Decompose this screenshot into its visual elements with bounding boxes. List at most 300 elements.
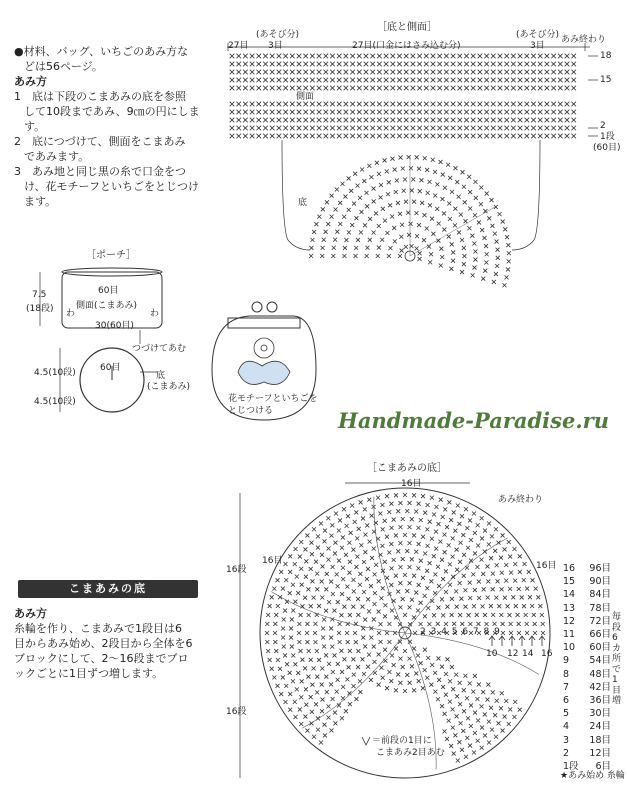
stitch-mark bbox=[403, 177, 407, 181]
stitch-mark bbox=[383, 158, 387, 162]
stitch-mark bbox=[348, 702, 352, 706]
stitch-mark bbox=[350, 102, 355, 107]
stitch-mark bbox=[370, 62, 375, 67]
stitch-mark bbox=[391, 126, 396, 131]
stitch-mark bbox=[431, 134, 436, 139]
stitch-mark bbox=[282, 644, 286, 648]
bottom-text-4: ックごとに1目ずつ増します。 bbox=[14, 667, 164, 680]
stitch-mark bbox=[378, 512, 382, 516]
stitch-mark bbox=[501, 533, 505, 537]
stitch-mark bbox=[565, 134, 570, 139]
stitch-mark bbox=[347, 665, 351, 669]
stitch-mark bbox=[483, 733, 487, 737]
stitch-mark bbox=[444, 62, 449, 67]
stitch-mark bbox=[344, 126, 349, 131]
stitch-mark bbox=[501, 220, 505, 224]
stitch-mark bbox=[403, 493, 407, 497]
stitch-mark bbox=[507, 722, 511, 726]
stitch-mark bbox=[270, 110, 275, 115]
stitch-mark bbox=[236, 62, 241, 67]
stitch-mark bbox=[230, 70, 235, 75]
stitch-mark bbox=[485, 622, 489, 626]
stitch-mark bbox=[327, 600, 331, 604]
stitch-mark bbox=[361, 636, 365, 640]
stitch-mark bbox=[305, 640, 309, 644]
stitch-mark bbox=[398, 657, 402, 661]
stitch-mark bbox=[309, 604, 313, 608]
stitch-mark bbox=[446, 657, 450, 661]
stitch-mark bbox=[531, 54, 536, 59]
stitch-mark bbox=[551, 110, 556, 115]
stitch-mark bbox=[452, 752, 456, 756]
stitch-mark bbox=[460, 270, 464, 274]
stitch-mark bbox=[326, 558, 330, 562]
stitch-mark bbox=[447, 543, 451, 547]
stitch-mark bbox=[243, 86, 248, 91]
stitch-mark bbox=[263, 86, 268, 91]
stitch-mark bbox=[455, 568, 459, 572]
stitch-mark bbox=[451, 118, 456, 123]
stitch-mark bbox=[346, 640, 350, 644]
stitch-mark bbox=[368, 217, 372, 221]
stitch-mark bbox=[325, 572, 329, 576]
stitch-mark bbox=[400, 223, 404, 227]
stitch-mark bbox=[305, 729, 309, 733]
stitch-mark bbox=[283, 134, 288, 139]
stitch-mark bbox=[408, 501, 412, 505]
stitch-mark bbox=[364, 54, 369, 59]
stitch-mark bbox=[363, 507, 367, 511]
stitch-mark bbox=[331, 670, 335, 674]
stitch-mark bbox=[397, 54, 402, 59]
stitch-mark bbox=[464, 78, 469, 83]
stitch-mark bbox=[410, 664, 414, 668]
stitch-mark bbox=[354, 216, 358, 220]
stitch-mark bbox=[565, 126, 570, 131]
stitch-mark bbox=[350, 110, 355, 115]
stitch-mark bbox=[377, 224, 381, 228]
stitch-mark bbox=[417, 62, 422, 67]
stitch-mark bbox=[364, 86, 369, 91]
stitch-mark bbox=[320, 553, 324, 557]
stitch-mark bbox=[545, 126, 550, 131]
stitch-mark bbox=[330, 134, 335, 139]
stitch-mark bbox=[410, 557, 414, 561]
stitch-mark bbox=[336, 600, 340, 604]
stitch-mark bbox=[501, 729, 505, 733]
stitch-mark bbox=[487, 522, 491, 526]
round-end-label: あみ終わり bbox=[498, 495, 544, 505]
stitch-mark bbox=[441, 515, 445, 519]
stitch-mark bbox=[531, 102, 536, 107]
stitch-mark bbox=[415, 247, 419, 251]
stitch-mark bbox=[443, 507, 447, 511]
stitch-mark bbox=[468, 681, 472, 685]
row-1: 1段 bbox=[600, 132, 615, 142]
stitch-mark bbox=[479, 185, 483, 189]
stitch-mark bbox=[501, 622, 505, 626]
stitch-mark bbox=[571, 86, 576, 91]
stitch-mark bbox=[525, 126, 530, 131]
stitch-mark bbox=[291, 679, 295, 683]
stitch-mark bbox=[243, 134, 248, 139]
stitch-mark bbox=[310, 126, 315, 131]
stitch-mark bbox=[277, 86, 282, 91]
stitch-mark bbox=[339, 613, 343, 617]
stitch-mark bbox=[459, 597, 463, 601]
stitch-mark bbox=[399, 156, 403, 160]
stitch-mark bbox=[431, 126, 436, 131]
stitch-mark bbox=[545, 134, 550, 139]
stitch-mark bbox=[392, 226, 396, 230]
stitch-mark bbox=[317, 215, 321, 219]
stitch-mark bbox=[320, 666, 324, 670]
stitch-mark bbox=[394, 574, 398, 578]
stitch-mark bbox=[408, 605, 412, 609]
stitch-mark bbox=[503, 596, 507, 600]
stitch-mark bbox=[451, 555, 455, 559]
stitch-mark bbox=[405, 549, 409, 553]
stitch-mark bbox=[503, 715, 507, 719]
side-note: 毎段6カ所で1目増 bbox=[612, 612, 622, 706]
stitch-mark bbox=[508, 555, 512, 559]
stitch-mark bbox=[444, 70, 449, 75]
stitch-mark bbox=[509, 622, 513, 626]
stitch-mark bbox=[419, 178, 423, 182]
stitch-mark bbox=[403, 649, 407, 653]
stitch-mark bbox=[417, 167, 421, 171]
stitch-mark bbox=[243, 118, 248, 123]
stitch-mark bbox=[293, 600, 297, 604]
stitch-mark bbox=[263, 134, 268, 139]
row-count-item bbox=[563, 588, 611, 601]
stitch-mark bbox=[455, 548, 459, 552]
stitch-mark bbox=[471, 54, 476, 59]
stitch-mark bbox=[424, 78, 429, 83]
row-number: 8 bbox=[563, 668, 570, 680]
stitch-mark bbox=[424, 62, 429, 67]
stitch-mark bbox=[458, 126, 463, 131]
stitch-mark bbox=[545, 62, 550, 67]
stitch-mark bbox=[493, 232, 497, 236]
stitch-mark bbox=[243, 110, 248, 115]
stitch-mark bbox=[518, 70, 523, 75]
stitch-mark bbox=[338, 622, 342, 626]
stitch-mark bbox=[330, 523, 334, 527]
row-number: 10 bbox=[563, 642, 576, 654]
stitch-mark bbox=[517, 622, 521, 626]
stitch-mark bbox=[473, 588, 477, 592]
legend-line1: ＝前段の1目に bbox=[372, 736, 432, 746]
stitch-mark bbox=[374, 563, 378, 567]
stitch-mark bbox=[372, 505, 376, 509]
stitch-mark bbox=[350, 78, 355, 83]
stitch-mark bbox=[364, 134, 369, 139]
stitch-mark bbox=[330, 54, 335, 59]
stitch-mark bbox=[397, 110, 402, 115]
stitch-mark bbox=[364, 62, 369, 67]
stitch-mark bbox=[531, 134, 536, 139]
stitch-mark bbox=[383, 560, 387, 564]
stitch-mark bbox=[243, 102, 248, 107]
stitch-mark bbox=[390, 608, 394, 612]
stitch-mark bbox=[399, 525, 403, 529]
stitch-mark bbox=[525, 110, 530, 115]
stitch-mark bbox=[451, 54, 456, 59]
increase-arrow bbox=[519, 636, 525, 646]
row-2: 2 bbox=[600, 121, 606, 131]
stitch-mark bbox=[499, 613, 503, 617]
stitch-mark bbox=[439, 160, 443, 164]
stitch-mark bbox=[331, 697, 335, 701]
stitch-mark bbox=[452, 510, 456, 514]
stitch-mark bbox=[525, 86, 530, 91]
stitch-mark bbox=[358, 572, 362, 576]
stitch-mark bbox=[451, 536, 455, 540]
stitch-mark bbox=[448, 583, 452, 587]
stitch-mark bbox=[366, 567, 370, 571]
stitch-mark bbox=[403, 573, 407, 577]
stitch-mark bbox=[268, 604, 272, 608]
stitch-mark bbox=[522, 604, 526, 608]
stitch-mark bbox=[475, 697, 479, 701]
stitch-mark bbox=[372, 645, 376, 649]
stitch-mark bbox=[444, 134, 449, 139]
stitch-mark bbox=[299, 540, 303, 544]
stitch-mark bbox=[453, 207, 457, 211]
stitch-mark bbox=[440, 558, 444, 562]
row-number: 13 bbox=[563, 602, 576, 614]
stitch-mark bbox=[270, 118, 275, 123]
stitch-mark bbox=[277, 78, 282, 83]
stitch-mark bbox=[263, 78, 268, 83]
row-number: 9 bbox=[563, 655, 570, 667]
row-number: 11 bbox=[563, 629, 576, 641]
stitch-mark bbox=[410, 188, 414, 192]
stitch-mark bbox=[324, 609, 328, 613]
stitch-mark bbox=[305, 631, 309, 635]
stitch-mark bbox=[532, 613, 536, 617]
stitch-mark bbox=[422, 238, 426, 242]
stitch-mark bbox=[467, 175, 471, 179]
stitch-mark bbox=[243, 62, 248, 67]
stitch-mark bbox=[333, 238, 337, 242]
stitch-mark bbox=[525, 54, 530, 59]
stitch-mark bbox=[351, 548, 355, 552]
stitch-mark bbox=[317, 604, 321, 608]
stitch-mark bbox=[398, 501, 402, 505]
stitch-mark bbox=[434, 505, 438, 509]
stitch-mark bbox=[495, 240, 499, 244]
stitch-mark bbox=[426, 606, 430, 610]
row-number: 1段 bbox=[563, 761, 579, 773]
stitch-mark bbox=[297, 102, 302, 107]
stitch-mark bbox=[411, 118, 416, 123]
stitch-mark bbox=[345, 585, 349, 589]
stitch-mark bbox=[332, 246, 336, 250]
stitch-mark bbox=[426, 656, 430, 660]
stitch-mark bbox=[257, 70, 262, 75]
stitch-mark bbox=[485, 564, 489, 568]
stitch-mark bbox=[358, 679, 362, 683]
stitch-mark bbox=[484, 86, 489, 91]
stitch-mark bbox=[348, 613, 352, 617]
stitch-mark bbox=[451, 102, 456, 107]
stitch-mark bbox=[401, 597, 405, 601]
clasp-knob bbox=[267, 302, 277, 312]
step-2-cont: であみます。 bbox=[24, 150, 90, 163]
stitch-mark bbox=[457, 740, 461, 744]
row-number: 12 bbox=[563, 615, 576, 627]
stitch-mark bbox=[412, 493, 416, 497]
stitch-mark bbox=[477, 220, 481, 224]
stitch-mark bbox=[384, 126, 389, 131]
stitch-mark bbox=[377, 134, 382, 139]
stitch-mark bbox=[507, 613, 511, 617]
stitch-mark bbox=[476, 718, 480, 722]
stitch-mark bbox=[303, 54, 308, 59]
stitch-mark bbox=[404, 134, 409, 139]
stitch-mark bbox=[425, 168, 429, 172]
stitch-mark bbox=[310, 118, 315, 123]
stitch-mark bbox=[444, 78, 449, 83]
stitch-mark bbox=[402, 189, 406, 193]
row-count-item bbox=[563, 562, 611, 575]
bracket-line bbox=[512, 140, 540, 250]
stitch-mark bbox=[323, 733, 327, 737]
stitch-mark bbox=[423, 552, 427, 556]
pouch-height-rows: (18段) bbox=[26, 304, 54, 314]
stitch-mark bbox=[498, 110, 503, 115]
stitch-mark bbox=[404, 78, 409, 83]
stitch-mark bbox=[468, 622, 472, 626]
stitch-mark bbox=[297, 640, 301, 644]
stitch-mark bbox=[507, 251, 511, 255]
stitch-mark bbox=[230, 126, 235, 131]
stitch-mark bbox=[495, 264, 499, 268]
stitch-mark bbox=[487, 720, 491, 724]
stitch-mark bbox=[469, 538, 473, 542]
row-count-item bbox=[563, 707, 611, 720]
stitch-mark bbox=[472, 604, 476, 608]
stitch-mark bbox=[545, 54, 550, 59]
stitch-mark bbox=[283, 126, 288, 131]
step-1: 1 底は下段のこまあみの底を参照 bbox=[14, 90, 186, 103]
stitch-mark bbox=[437, 54, 442, 59]
stitch-mark bbox=[427, 622, 431, 626]
stitch-mark bbox=[437, 678, 441, 682]
stitch-mark bbox=[429, 252, 433, 256]
stitch-mark bbox=[361, 516, 365, 520]
stitch-mark bbox=[522, 578, 526, 582]
stitch-mark bbox=[343, 246, 347, 250]
stitch-mark bbox=[565, 70, 570, 75]
stitch-mark bbox=[324, 587, 328, 591]
stitch-mark bbox=[329, 626, 333, 630]
stitch-mark bbox=[416, 566, 420, 570]
stitch-mark bbox=[270, 70, 275, 75]
stitch-mark bbox=[277, 134, 282, 139]
stitch-mark bbox=[408, 541, 412, 545]
stitch-mark bbox=[437, 118, 442, 123]
stitch-mark bbox=[484, 244, 488, 248]
stitch-mark bbox=[394, 493, 398, 497]
stitch-mark bbox=[472, 511, 476, 515]
stitch-mark bbox=[491, 110, 496, 115]
stitch-mark bbox=[385, 631, 389, 635]
stitch-mark bbox=[350, 504, 354, 508]
stitch-mark bbox=[236, 126, 241, 131]
stitch-mark bbox=[571, 110, 576, 115]
stitch-mark bbox=[541, 631, 545, 635]
stitch-mark bbox=[516, 613, 520, 617]
stitch-mark bbox=[294, 547, 298, 551]
stitch-mark bbox=[451, 110, 456, 115]
stitch-mark bbox=[324, 653, 328, 657]
purse-caption-2: とじつける bbox=[228, 406, 274, 416]
stitch-mark bbox=[431, 78, 436, 83]
round-center-row: 2 3 4 5 6 7 8 9 bbox=[420, 627, 501, 637]
stitch-mark bbox=[571, 78, 576, 83]
stitch-mark bbox=[274, 649, 278, 653]
stitch-mark bbox=[431, 70, 436, 75]
stitch-mark bbox=[476, 523, 480, 527]
stitch-mark bbox=[398, 212, 402, 216]
stitch-mark bbox=[493, 549, 497, 553]
stitch-mark bbox=[433, 194, 437, 198]
stitch-mark bbox=[329, 682, 333, 686]
stitch-mark bbox=[317, 110, 322, 115]
stitch-mark bbox=[424, 110, 429, 115]
stitch-mark bbox=[309, 246, 313, 250]
stitch-mark bbox=[370, 134, 375, 139]
stitch-mark bbox=[309, 567, 313, 571]
stitch-mark bbox=[464, 755, 468, 759]
row-count-item bbox=[563, 760, 611, 773]
stitch-mark bbox=[441, 197, 445, 201]
stitch-mark bbox=[423, 594, 427, 598]
stitch-mark bbox=[381, 586, 385, 590]
stitch-mark bbox=[307, 613, 311, 617]
stitch-mark bbox=[545, 102, 550, 107]
stitch-mark bbox=[437, 70, 442, 75]
stitch-mark bbox=[387, 180, 391, 184]
stitch-mark bbox=[469, 724, 473, 728]
stitch-mark bbox=[424, 126, 429, 131]
stitch-mark bbox=[487, 542, 491, 546]
stitch-mark bbox=[458, 118, 463, 123]
stitch-mark bbox=[310, 683, 314, 687]
stitch-mark bbox=[450, 242, 454, 246]
stitch-mark bbox=[379, 183, 383, 187]
round-left-count: 16目 bbox=[262, 556, 283, 566]
stitch-mark bbox=[471, 102, 476, 107]
stitch-mark bbox=[291, 583, 295, 587]
stitch-mark bbox=[558, 86, 563, 91]
stitch-mark bbox=[324, 86, 329, 91]
stitch-mark bbox=[507, 259, 511, 263]
stitch-mark bbox=[458, 62, 463, 67]
row-18: 18 bbox=[600, 51, 612, 61]
stitch-mark bbox=[350, 62, 355, 67]
stitch-mark bbox=[257, 86, 262, 91]
stitch-mark bbox=[345, 524, 349, 528]
stitch-mark bbox=[437, 86, 442, 91]
stitch-mark bbox=[492, 280, 496, 284]
stitch-mark bbox=[571, 102, 576, 107]
stitch-mark bbox=[250, 110, 255, 115]
stitch-mark bbox=[330, 126, 335, 131]
